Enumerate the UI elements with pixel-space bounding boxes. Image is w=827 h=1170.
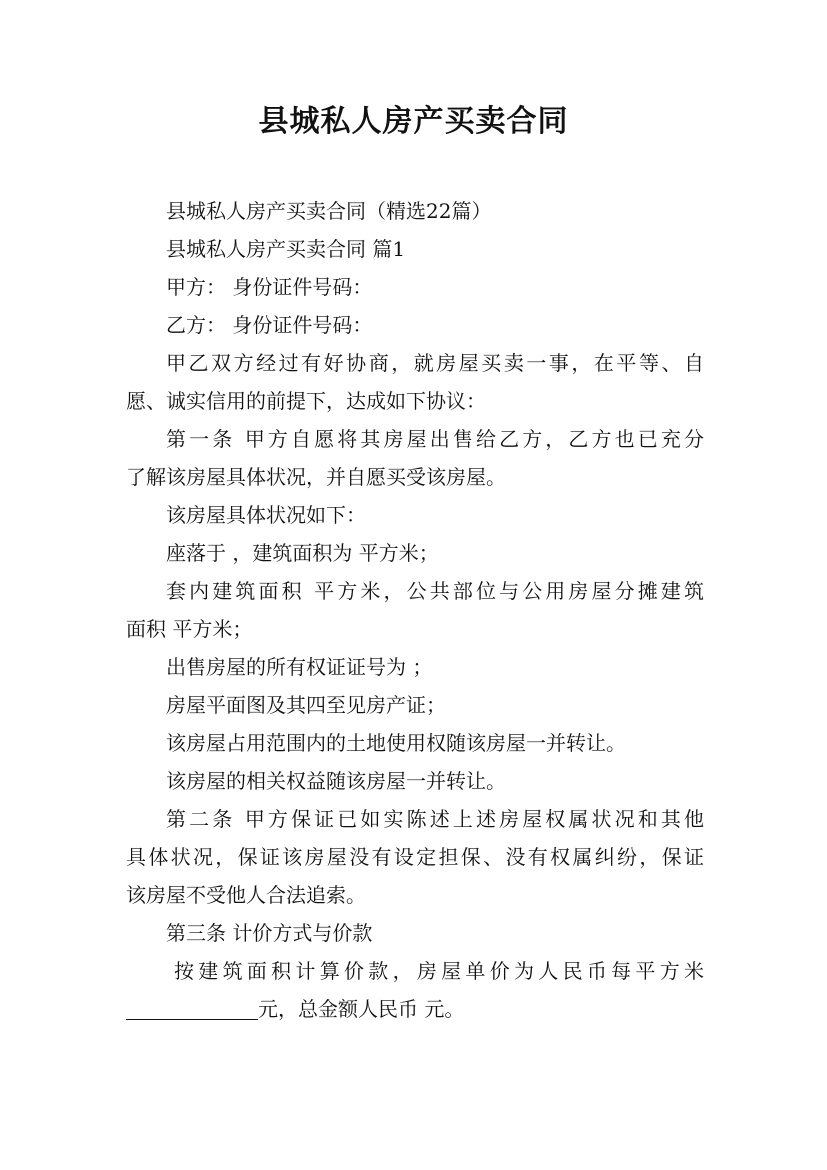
text-line: 县城私人房产买卖合同（精选22篇） — [166, 199, 492, 223]
text-line: 甲乙双方经过有好协商，就房屋买卖一事，在平等、自 — [166, 351, 704, 375]
document-title: 县城私人房产买卖合同 — [258, 104, 569, 139]
paragraph-certificate — [126, 648, 704, 686]
document-body — [126, 192, 704, 1028]
paragraph-subtitle — [126, 192, 704, 230]
text-line: 该房屋的相关权益随该房屋一并转让。 — [166, 769, 506, 793]
text-line: 该房屋占用范围内的土地使用权随该房屋一并转让。 — [166, 731, 626, 755]
paragraph-rights — [126, 762, 704, 800]
text-line: 座落于 ，建筑面积为 平方米； — [166, 541, 439, 565]
paragraph-party-a — [126, 268, 704, 306]
text-line: 第三条 计价方式与价款 — [166, 921, 373, 945]
text-line: 按建筑面积计算价款，房屋单价为人民币每平方米 — [174, 959, 704, 983]
paragraph-pricing — [126, 952, 704, 1028]
text-line: 出售房屋的所有权证证号为 ； — [166, 655, 433, 679]
text-line: 乙方： 身份证件号码： — [166, 313, 373, 337]
paragraph-inner-area — [126, 572, 704, 648]
text-line: 第一条 甲方自愿将其房屋出售给乙方，乙方也已充分 — [166, 427, 704, 451]
text-line: 房屋平面图及其四至见房产证； — [166, 693, 446, 717]
paragraph-article-3 — [126, 914, 704, 952]
paragraph-section-heading — [126, 230, 704, 268]
paragraph-floor-plan — [126, 686, 704, 724]
pricing-suffix: 元，总金额人民币 元。 — [258, 997, 465, 1021]
text-line: 了解该房屋具体状况，并自愿买受该房屋。 — [126, 465, 506, 489]
text-line: 具体状况，保证该房屋没有设定担保、没有权属纠纷，保证 — [126, 845, 704, 869]
text-line: 该房屋不受他人合法追索。 — [126, 883, 366, 907]
text-line: 甲方： 身份证件号码： — [166, 275, 373, 299]
text-line: 第二条 甲方保证已如实陈述上述房屋权属状况和其他 — [166, 807, 704, 831]
paragraph-location — [126, 534, 704, 572]
text-line-final — [126, 990, 704, 1028]
paragraph-property-status — [126, 496, 704, 534]
paragraph-land-use — [126, 724, 704, 762]
paragraph-party-b — [126, 306, 704, 344]
paragraph-preamble — [126, 344, 704, 420]
fill-in-blank[interactable] — [126, 997, 258, 1020]
text-line: 愿、诚实信用的前提下，达成如下协议： — [126, 389, 486, 413]
paragraph-article-2 — [126, 800, 704, 914]
text-line: 县城私人房产买卖合同 篇1 — [166, 237, 406, 261]
text-line: 套内建筑面积 平方米，公共部位与公用房屋分摊建筑 — [166, 579, 704, 603]
text-line: 该房屋具体状况如下： — [166, 503, 366, 527]
paragraph-article-1 — [126, 420, 704, 496]
text-line: 面积 平方米； — [126, 617, 253, 641]
